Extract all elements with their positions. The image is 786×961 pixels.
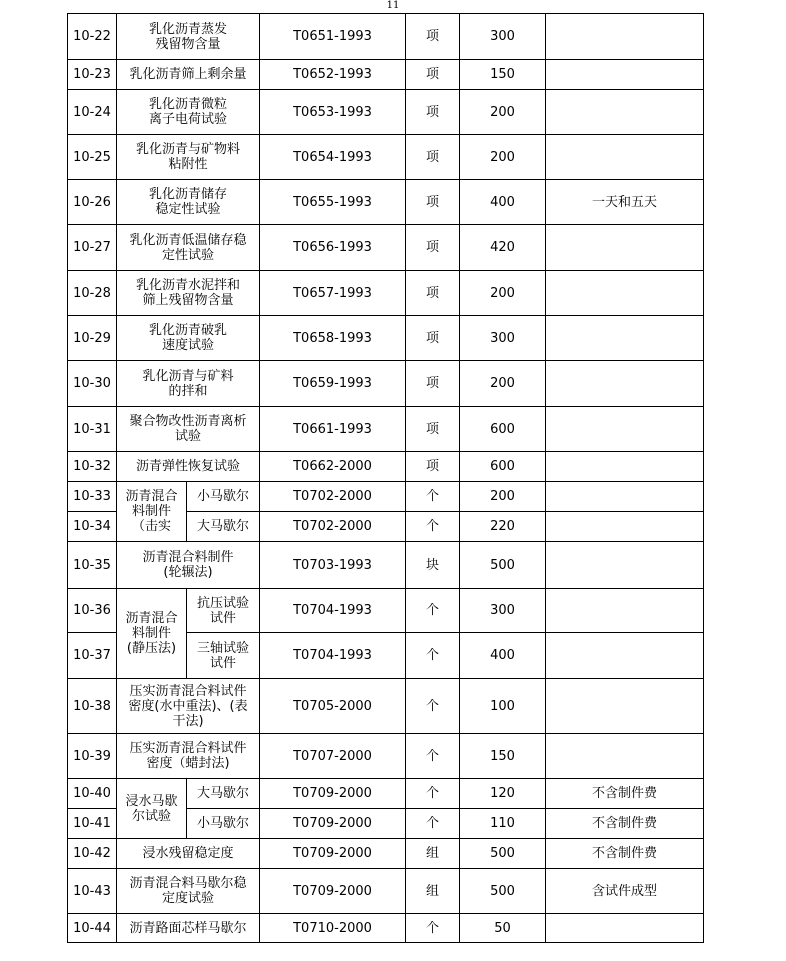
item-price: 50 (460, 914, 546, 943)
item-standard: T0659-1993 (260, 361, 406, 407)
item-price: 300 (460, 316, 546, 361)
table-row (68, 869, 704, 914)
item-code: 10-24 (68, 90, 117, 135)
item-standard: T0709-2000 (260, 809, 406, 839)
item-standard: T0655-1993 (260, 180, 406, 225)
item-remark (546, 734, 704, 779)
item-code: 10-42 (68, 839, 117, 869)
table-row (68, 361, 704, 407)
item-standard: T0709-2000 (260, 779, 406, 809)
item-name: 沥青混合料马歇尔稳 定度试验 (117, 869, 260, 914)
item-unit: 个 (406, 679, 460, 734)
item-price: 200 (460, 90, 546, 135)
item-group-name: 沥青混合 料制件 (静压法) (117, 589, 187, 679)
item-name: 乳化沥青低温储存稳 定性试验 (117, 225, 260, 271)
item-price: 150 (460, 60, 546, 90)
item-standard: T0651-1993 (260, 14, 406, 60)
item-sub-name: 小马歇尔 (187, 482, 260, 512)
item-name: 沥青路面芯样马歇尔 (117, 914, 260, 943)
table-row (68, 271, 704, 316)
item-remark (546, 271, 704, 316)
item-code: 10-26 (68, 180, 117, 225)
item-sub-name: 大马歇尔 (187, 779, 260, 809)
item-price: 200 (460, 271, 546, 316)
item-remark (546, 589, 704, 633)
item-remark (546, 361, 704, 407)
item-standard: T0702-2000 (260, 482, 406, 512)
item-price: 400 (460, 633, 546, 679)
item-standard: T0656-1993 (260, 225, 406, 271)
item-standard: T0654-1993 (260, 135, 406, 180)
item-price: 200 (460, 482, 546, 512)
item-unit: 个 (406, 734, 460, 779)
item-standard: T0658-1993 (260, 316, 406, 361)
table-row (68, 60, 704, 90)
table-row (68, 734, 704, 779)
item-standard: T0704-1993 (260, 589, 406, 633)
item-sub-name: 小马歇尔 (187, 809, 260, 839)
item-price: 500 (460, 542, 546, 589)
item-remark: 不含制件费 (546, 839, 704, 869)
item-group-name: 浸水马歇 尔试验 (117, 779, 187, 839)
item-sub-name: 抗压试验 试件 (187, 589, 260, 633)
item-standard: T0704-1993 (260, 633, 406, 679)
item-price: 300 (460, 589, 546, 633)
item-price: 500 (460, 839, 546, 869)
item-standard: T0707-2000 (260, 734, 406, 779)
item-code: 10-23 (68, 60, 117, 90)
item-standard: T0709-2000 (260, 839, 406, 869)
item-remark (546, 135, 704, 180)
item-code: 10-30 (68, 361, 117, 407)
item-name: 沥青混合料制件 (轮辗法) (117, 542, 260, 589)
item-remark (546, 60, 704, 90)
item-price: 300 (460, 14, 546, 60)
item-remark (546, 542, 704, 589)
item-remark: 含试件成型 (546, 869, 704, 914)
item-name: 乳化沥青水泥拌和 筛上残留物含量 (117, 271, 260, 316)
item-code: 10-33 (68, 482, 117, 512)
table-row (68, 589, 704, 633)
item-remark (546, 633, 704, 679)
table-row (68, 679, 704, 734)
item-name: 聚合物改性沥青离析 试验 (117, 407, 260, 452)
item-price: 120 (460, 779, 546, 809)
table-row (68, 180, 704, 225)
item-standard: T0657-1993 (260, 271, 406, 316)
item-standard: T0710-2000 (260, 914, 406, 943)
item-unit: 项 (406, 316, 460, 361)
item-code: 10-39 (68, 734, 117, 779)
item-unit: 项 (406, 407, 460, 452)
item-code: 10-32 (68, 452, 117, 482)
table-row (68, 14, 704, 60)
item-standard: T0705-2000 (260, 679, 406, 734)
table-row (68, 225, 704, 271)
item-code: 10-28 (68, 271, 117, 316)
item-code: 10-29 (68, 316, 117, 361)
item-unit: 个 (406, 512, 460, 542)
item-unit: 个 (406, 779, 460, 809)
item-code: 10-40 (68, 779, 117, 809)
item-code: 10-38 (68, 679, 117, 734)
item-remark (546, 452, 704, 482)
item-code: 10-31 (68, 407, 117, 452)
item-price: 500 (460, 869, 546, 914)
item-price: 400 (460, 180, 546, 225)
item-code: 10-43 (68, 869, 117, 914)
item-name: 乳化沥青储存 稳定性试验 (117, 180, 260, 225)
item-code: 10-36 (68, 589, 117, 633)
item-remark (546, 679, 704, 734)
table-row (68, 779, 704, 809)
item-remark (546, 316, 704, 361)
table-row (68, 542, 704, 589)
item-unit: 个 (406, 914, 460, 943)
item-code: 10-41 (68, 809, 117, 839)
item-standard: T0662-2000 (260, 452, 406, 482)
item-price: 420 (460, 225, 546, 271)
item-standard: T0702-2000 (260, 512, 406, 542)
item-name: 乳化沥青微粒 离子电荷试验 (117, 90, 260, 135)
item-name: 乳化沥青破乳 速度试验 (117, 316, 260, 361)
item-standard: T0661-1993 (260, 407, 406, 452)
item-name: 压实沥青混合料试件 密度(水中重法)、(表 干法) (117, 679, 260, 734)
item-unit: 项 (406, 180, 460, 225)
item-name: 乳化沥青与矿物料 粘附性 (117, 135, 260, 180)
item-code: 10-25 (68, 135, 117, 180)
item-price: 600 (460, 452, 546, 482)
item-sub-name: 大马歇尔 (187, 512, 260, 542)
item-code: 10-22 (68, 14, 117, 60)
page-number: 11 (386, 0, 400, 11)
item-remark (546, 512, 704, 542)
item-name: 乳化沥青蒸发 残留物含量 (117, 14, 260, 60)
table-row (68, 914, 704, 943)
item-code: 10-44 (68, 914, 117, 943)
item-name: 沥青弹性恢复试验 (117, 452, 260, 482)
item-unit: 个 (406, 633, 460, 679)
item-price: 110 (460, 809, 546, 839)
item-unit: 个 (406, 809, 460, 839)
item-unit: 项 (406, 90, 460, 135)
table-row (68, 407, 704, 452)
table-row (68, 839, 704, 869)
item-name: 乳化沥青筛上剩余量 (117, 60, 260, 90)
item-name: 浸水残留稳定度 (117, 839, 260, 869)
item-price: 100 (460, 679, 546, 734)
item-price: 220 (460, 512, 546, 542)
item-remark (546, 225, 704, 271)
item-standard: T0709-2000 (260, 869, 406, 914)
item-price: 600 (460, 407, 546, 452)
item-price: 200 (460, 135, 546, 180)
table-row (68, 135, 704, 180)
item-unit: 项 (406, 225, 460, 271)
item-unit: 项 (406, 14, 460, 60)
item-code: 10-34 (68, 512, 117, 542)
item-group-name: 沥青混合 料制件 （击实 (117, 482, 187, 542)
item-remark (546, 14, 704, 60)
item-name: 乳化沥青与矿料 的拌和 (117, 361, 260, 407)
item-unit: 项 (406, 452, 460, 482)
item-unit: 个 (406, 589, 460, 633)
item-remark: 一天和五天 (546, 180, 704, 225)
item-remark (546, 90, 704, 135)
item-unit: 项 (406, 361, 460, 407)
table-row (68, 482, 704, 512)
item-unit: 个 (406, 482, 460, 512)
item-remark (546, 407, 704, 452)
item-code: 10-37 (68, 633, 117, 679)
item-unit: 组 (406, 869, 460, 914)
item-remark (546, 914, 704, 943)
table-row (68, 316, 704, 361)
item-remark (546, 482, 704, 512)
item-unit: 项 (406, 271, 460, 316)
item-unit: 块 (406, 542, 460, 589)
item-code: 10-27 (68, 225, 117, 271)
item-unit: 项 (406, 60, 460, 90)
item-standard: T0652-1993 (260, 60, 406, 90)
table-row (68, 90, 704, 135)
item-standard: T0653-1993 (260, 90, 406, 135)
item-price: 200 (460, 361, 546, 407)
item-standard: T0703-1993 (260, 542, 406, 589)
item-unit: 项 (406, 135, 460, 180)
item-code: 10-35 (68, 542, 117, 589)
item-price: 150 (460, 734, 546, 779)
item-remark: 不含制件费 (546, 809, 704, 839)
item-unit: 组 (406, 839, 460, 869)
item-remark: 不含制件费 (546, 779, 704, 809)
fee-table (67, 13, 704, 943)
table-row (68, 452, 704, 482)
item-sub-name: 三轴试验 试件 (187, 633, 260, 679)
item-name: 压实沥青混合料试件 密度（蜡封法) (117, 734, 260, 779)
